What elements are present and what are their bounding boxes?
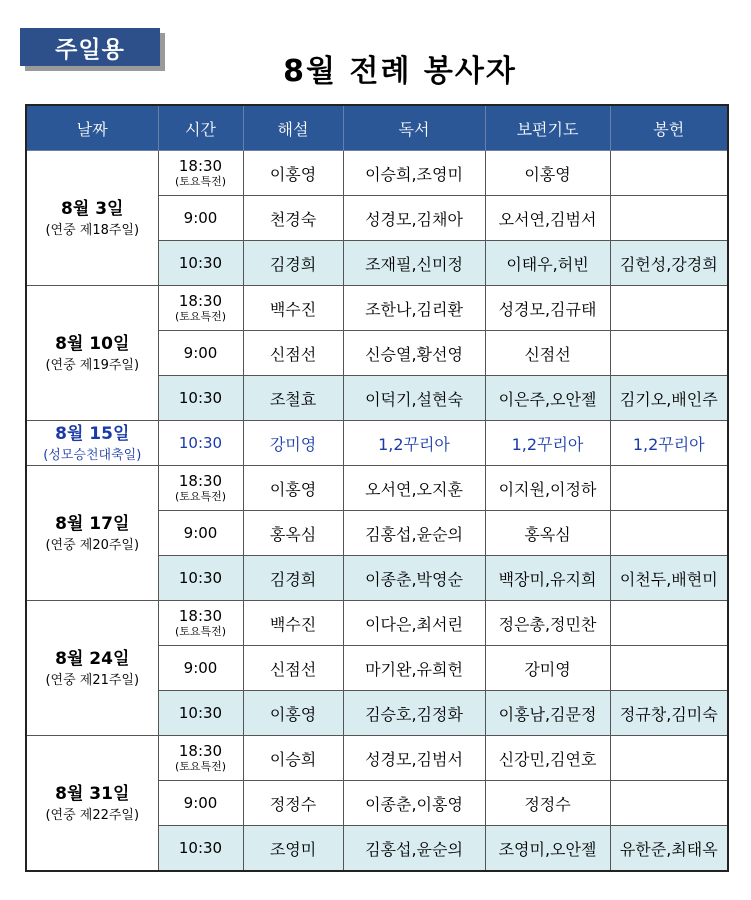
reading-cell: 조재필,신미정 [343, 241, 485, 286]
offering-cell [610, 151, 728, 196]
prayer-cell: 이홍남,김문정 [485, 691, 610, 736]
time-cell [158, 781, 243, 826]
time-label: 9:00 [183, 659, 218, 677]
date-label: 8월 24일 [55, 649, 130, 669]
reading-cell: 조한나,김리환 [343, 286, 485, 331]
reading-cell: 1,2꾸리아 [343, 421, 485, 466]
offering-cell [610, 736, 728, 781]
time-label: 9:00 [183, 344, 218, 362]
prayer-cell: 신점선 [485, 331, 610, 376]
commentary-cell: 백수진 [243, 286, 343, 331]
time-cell [158, 736, 243, 781]
prayer-cell: 신강민,김연호 [485, 736, 610, 781]
commentary-cell: 정정수 [243, 781, 343, 826]
offering-cell: 1,2꾸리아 [610, 421, 728, 466]
reading-cell: 이승희,조영미 [343, 151, 485, 196]
time-label: 18:30 [178, 157, 223, 175]
header-reading: 독서 [343, 105, 485, 151]
time-note: (토요특전) [174, 310, 227, 323]
commentary-cell: 강미영 [243, 421, 343, 466]
reading-cell: 성경모,김채아 [343, 196, 485, 241]
table-row [26, 466, 728, 511]
time-label: 10:30 [178, 434, 223, 452]
time-note: (토요특전) [174, 175, 227, 188]
liturgical-day-label: (성모승천대축일) [43, 448, 142, 463]
table-row [26, 286, 728, 331]
offering-cell [610, 646, 728, 691]
prayer-cell: 정정수 [485, 781, 610, 826]
commentary-cell: 천경숙 [243, 196, 343, 241]
prayer-cell: 오서연,김범서 [485, 196, 610, 241]
schedule-table [25, 104, 729, 872]
header-date: 날짜 [26, 105, 158, 151]
time-label: 10:30 [178, 839, 223, 857]
time-cell [158, 511, 243, 556]
offering-cell [610, 601, 728, 646]
liturgical-day-label: (연중 제18주일) [45, 223, 140, 238]
reading-cell: 김승호,김정화 [343, 691, 485, 736]
offering-cell [610, 331, 728, 376]
table-row [26, 151, 728, 196]
table-row [26, 421, 728, 466]
offering-cell [610, 466, 728, 511]
page-badge: 주일용 [20, 28, 160, 66]
commentary-cell: 신점선 [243, 646, 343, 691]
date-label: 8월 31일 [55, 784, 130, 804]
prayer-cell: 이태우,허빈 [485, 241, 610, 286]
reading-cell: 김홍섭,윤순의 [343, 511, 485, 556]
table-header-row [26, 105, 728, 151]
reading-cell: 오서연,오지훈 [343, 466, 485, 511]
commentary-cell: 홍옥심 [243, 511, 343, 556]
time-cell [158, 241, 243, 286]
time-label: 18:30 [178, 607, 223, 625]
commentary-cell: 백수진 [243, 601, 343, 646]
reading-cell: 신승열,황선영 [343, 331, 485, 376]
liturgical-day-label: (연중 제20주일) [45, 538, 140, 553]
time-label: 10:30 [178, 704, 223, 722]
time-cell [158, 151, 243, 196]
date-label: 8월 3일 [61, 199, 124, 219]
commentary-cell: 조철효 [243, 376, 343, 421]
time-cell [158, 421, 243, 466]
commentary-cell: 이홍영 [243, 691, 343, 736]
reading-cell: 김홍섭,윤순의 [343, 826, 485, 872]
time-label: 9:00 [183, 524, 218, 542]
table-row [26, 736, 728, 781]
time-cell [158, 286, 243, 331]
prayer-cell: 강미영 [485, 646, 610, 691]
reading-cell: 성경모,김범서 [343, 736, 485, 781]
commentary-cell: 김경희 [243, 241, 343, 286]
header-offering: 봉헌 [610, 105, 728, 151]
reading-cell: 이종춘,박영순 [343, 556, 485, 601]
table-row [26, 601, 728, 646]
prayer-cell: 이홍영 [485, 151, 610, 196]
prayer-cell: 조영미,오안젤 [485, 826, 610, 872]
reading-cell: 이덕기,설현숙 [343, 376, 485, 421]
reading-cell: 이종춘,이홍영 [343, 781, 485, 826]
time-cell [158, 646, 243, 691]
prayer-cell: 1,2꾸리아 [485, 421, 610, 466]
time-label: 18:30 [178, 742, 223, 760]
time-cell [158, 826, 243, 872]
time-cell [158, 601, 243, 646]
time-label: 10:30 [178, 389, 223, 407]
time-note: (토요특전) [174, 760, 227, 773]
offering-cell [610, 781, 728, 826]
offering-cell: 정규창,김미숙 [610, 691, 728, 736]
time-label: 9:00 [183, 209, 218, 227]
date-cell [26, 286, 158, 421]
time-label: 10:30 [178, 569, 223, 587]
offering-cell [610, 196, 728, 241]
time-cell [158, 466, 243, 511]
date-cell [26, 421, 158, 466]
offering-cell: 유한준,최태옥 [610, 826, 728, 872]
reading-cell: 이다은,최서린 [343, 601, 485, 646]
time-cell [158, 556, 243, 601]
time-label: 18:30 [178, 472, 223, 490]
reading-cell: 마기완,유희헌 [343, 646, 485, 691]
page-title: 8월 전례 봉사자 [283, 54, 517, 89]
offering-cell: 김기오,배인주 [610, 376, 728, 421]
header-prayer: 보편기도 [485, 105, 610, 151]
time-note: (토요특전) [174, 490, 227, 503]
liturgical-day-label: (연중 제19주일) [45, 358, 140, 373]
prayer-cell: 이은주,오안젤 [485, 376, 610, 421]
time-label: 18:30 [178, 292, 223, 310]
time-label: 10:30 [178, 254, 223, 272]
time-label: 9:00 [183, 794, 218, 812]
date-cell [26, 736, 158, 872]
header-commentary: 해설 [243, 105, 343, 151]
liturgical-day-label: (연중 제21주일) [45, 673, 140, 688]
date-cell [26, 466, 158, 601]
offering-cell [610, 511, 728, 556]
prayer-cell: 홍옥심 [485, 511, 610, 556]
date-label: 8월 10일 [55, 334, 130, 354]
time-cell [158, 376, 243, 421]
date-label: 8월 15일 [55, 424, 130, 444]
offering-cell: 김헌성,강경희 [610, 241, 728, 286]
prayer-cell: 정은총,정민찬 [485, 601, 610, 646]
commentary-cell: 신점선 [243, 331, 343, 376]
date-label: 8월 17일 [55, 514, 130, 534]
commentary-cell: 김경희 [243, 556, 343, 601]
time-cell [158, 691, 243, 736]
prayer-cell: 이지원,이정하 [485, 466, 610, 511]
prayer-cell: 성경모,김규태 [485, 286, 610, 331]
offering-cell: 이천두,배현미 [610, 556, 728, 601]
commentary-cell: 이홍영 [243, 466, 343, 511]
time-cell [158, 196, 243, 241]
commentary-cell: 이승희 [243, 736, 343, 781]
date-cell [26, 151, 158, 286]
time-note: (토요특전) [174, 625, 227, 638]
date-cell [26, 601, 158, 736]
prayer-cell: 백장미,유지희 [485, 556, 610, 601]
header-time: 시간 [158, 105, 243, 151]
time-cell [158, 331, 243, 376]
commentary-cell: 조영미 [243, 826, 343, 872]
commentary-cell: 이홍영 [243, 151, 343, 196]
liturgical-day-label: (연중 제22주일) [45, 808, 140, 823]
offering-cell [610, 286, 728, 331]
